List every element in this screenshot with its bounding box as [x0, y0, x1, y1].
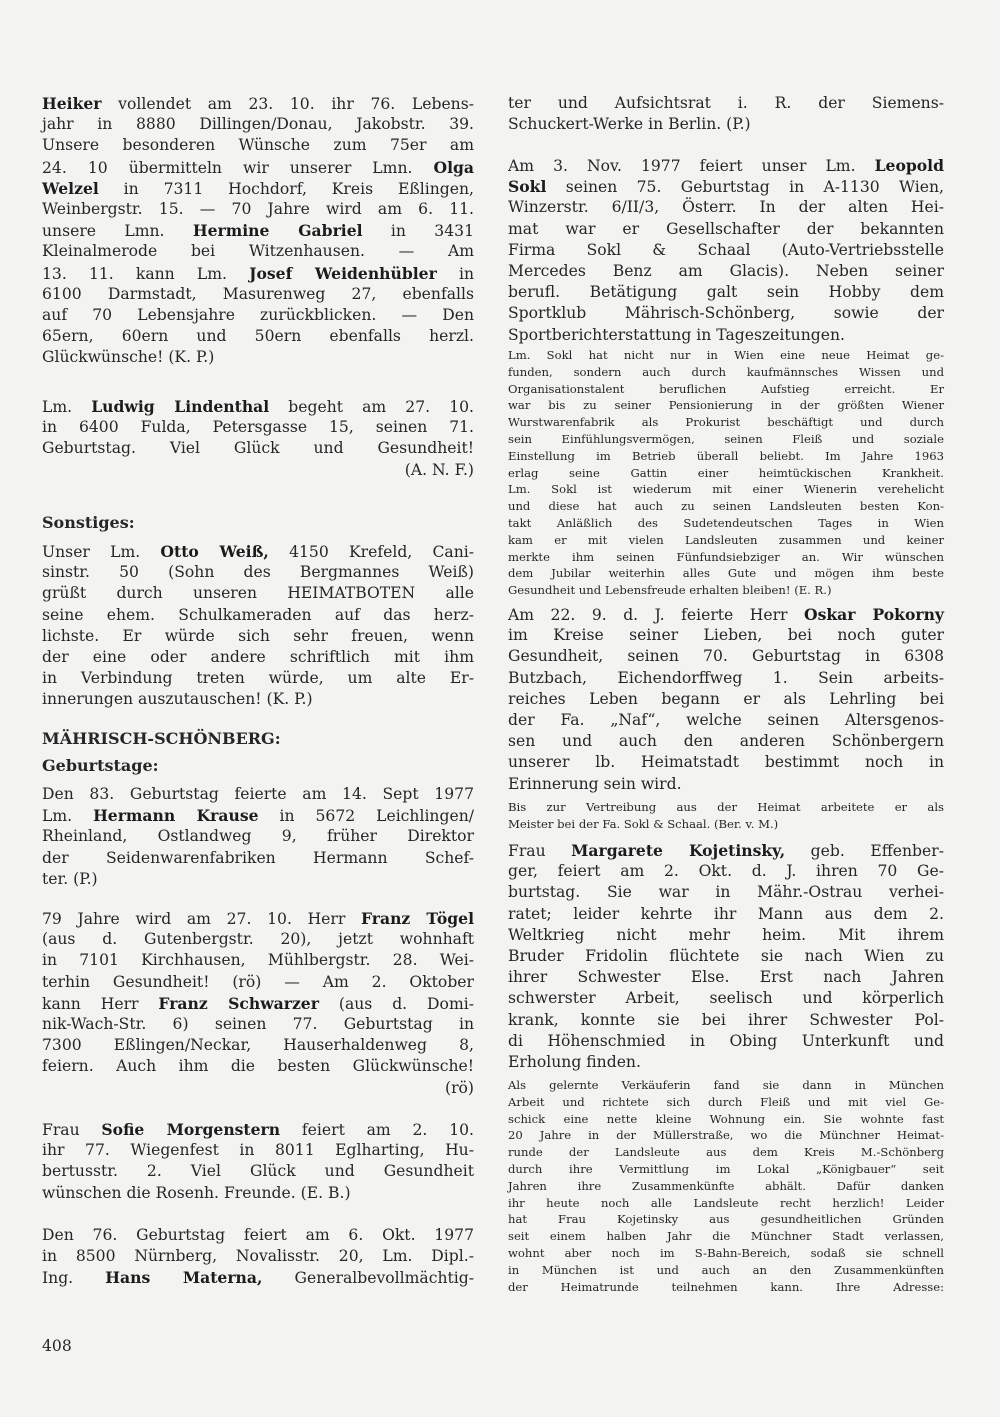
text-line — [42, 1183, 474, 1204]
text-run: Erholung finden. — [508, 1052, 641, 1071]
text-run: Weltkrieg nicht mehr heim. Mit ihrem — [508, 925, 944, 944]
text-line — [42, 135, 474, 156]
paragraph-morgenstern — [42, 1119, 474, 1204]
text-line — [508, 397, 944, 414]
text-line — [508, 282, 944, 303]
text-line — [42, 220, 474, 241]
text-run: kann Herr — [42, 994, 159, 1013]
text-run: hat Frau Kojetinsky aus gesundheitlichen Gründen — [508, 1212, 944, 1227]
name-highlight: Margarete Kojetinsky, — [571, 841, 786, 860]
text-run: kam er mit vielen Landsleuten zusammen und keiner — [508, 532, 944, 547]
text-run: Frau — [42, 1121, 102, 1139]
text-line — [508, 532, 944, 549]
text-run: (aus d. Domi- — [318, 994, 474, 1013]
text-line — [508, 625, 944, 646]
text-run: Gesundheit und Lebensfreude erhalten bleiben! (E. R.) — [508, 583, 832, 598]
text-line — [508, 1010, 944, 1031]
text-run: Ing. — [42, 1269, 106, 1288]
text-run: Sportklub Mährisch-Schönberg, sowie der — [508, 304, 944, 323]
text-run: in 5672 Leichlingen/ — [258, 807, 474, 826]
text-line — [508, 465, 944, 482]
text-line — [508, 448, 944, 465]
text-run: Weinbergstr. 15. — 70 Jahre wird am 6. 11. — [42, 199, 474, 218]
text-line — [42, 417, 474, 438]
name-highlight: Ludwig Lindenthal — [91, 397, 270, 416]
name-highlight: Franz Tögel — [360, 909, 474, 928]
text-run: bertusstr. 2. Viel Glück und Gesundheit — [42, 1162, 474, 1181]
text-line — [42, 1161, 474, 1182]
name-highlight: Hermine Gabriel — [192, 221, 363, 241]
text-run: seit einem halben Jahr die Münchner Stadt verlassen, — [508, 1229, 944, 1244]
text-run: in 3431 — [362, 222, 474, 241]
section-heading-birthdays: Geburtstage: — [42, 756, 159, 775]
text-line — [508, 988, 944, 1009]
text-run: 65ern, 60ern und 50ern ebenfalls herzl. — [42, 327, 474, 346]
text-run: Bruder Fridolin flüchtete sie nach Wien zu — [508, 946, 944, 965]
paragraph-sokl — [508, 155, 944, 346]
text-run: ihrer Schwester Else. Erst nach Jahren — [508, 968, 944, 987]
text-line — [508, 646, 944, 667]
text-run: funden, sondern auch durch kaufmännsches Wissen und — [508, 364, 944, 379]
paragraph-kojetinsky-detail — [508, 1077, 944, 1295]
text-line — [42, 848, 474, 869]
text-line — [508, 93, 944, 114]
text-run: Am 22. 9. d. J. feierte Herr — [508, 606, 805, 624]
text-run: begeht am 27. 10. — [269, 398, 474, 416]
text-run: Gesundheit, seinen 70. Geburtstag in 6308 — [508, 647, 944, 666]
text-run: Den 83. Geburtstag feierte am 14. Sept 1977 — [42, 785, 474, 803]
text-run: sen und auch den anderen Schönbergern — [508, 732, 944, 751]
text-line — [508, 904, 944, 925]
text-line — [508, 1195, 944, 1212]
text-line — [42, 1140, 474, 1161]
text-line — [508, 240, 944, 261]
text-run: burtstag. Sie war in Mähr.-Ostrau verhei- — [508, 883, 944, 902]
text-run: in 7101 Kirchhausen, Mühlbergstr. 28. Wei- — [42, 951, 474, 970]
text-line — [42, 805, 474, 826]
text-run: Jahren ihre Zusammenkünfte abhält. Dafür danken — [508, 1178, 944, 1193]
text-run: erlag seine Gattin einer heimtückischen Krankheit. — [508, 465, 944, 480]
text-run: geb. Effenber- — [785, 842, 944, 860]
text-line — [508, 197, 944, 218]
text-run: Lm. — [42, 807, 94, 826]
text-run: Erinnerung sein wird. — [508, 774, 682, 793]
text-run: Am 3. Nov. 1977 feiert unser Lm. — [508, 157, 875, 175]
text-run: 4150 Krefeld, Cani- — [268, 543, 475, 561]
text-line — [508, 414, 944, 431]
text-line — [508, 431, 944, 448]
text-line — [508, 381, 944, 398]
page-number: 408 — [42, 1337, 72, 1355]
text-line — [508, 967, 944, 988]
name-highlight: Hans Materna, — [105, 1268, 263, 1288]
text-line — [508, 498, 944, 515]
text-line — [42, 1267, 474, 1288]
text-line — [508, 840, 944, 861]
paragraph-toegel — [42, 908, 474, 1099]
name-highlight: Franz Schwarzer — [158, 993, 319, 1013]
text-line — [42, 1035, 474, 1056]
text-run: reiches Leben begann er als Lehrling bei — [508, 689, 944, 708]
text-line — [42, 826, 474, 847]
text-line — [42, 1078, 474, 1099]
text-line — [42, 263, 474, 284]
name-highlight: Sofie Morgenstern — [101, 1120, 281, 1139]
text-run: Schuckert-Werke in Berlin. (P.) — [508, 115, 751, 134]
text-run: innerungen auszutauschen! (K. P.) — [42, 690, 313, 709]
text-line — [42, 460, 474, 481]
text-line — [508, 1262, 944, 1279]
text-run: merkte ihm seinen Fünfundsiebziger an. Wir wünschen — [508, 549, 944, 564]
text-run: krank, konnte sie bei ihrer Schwester Pol- — [508, 1010, 944, 1029]
text-line — [42, 541, 474, 562]
text-run: Mercedes Benz am Glacis). Neben seiner — [508, 261, 944, 280]
text-line — [508, 481, 944, 498]
text-line — [42, 1056, 474, 1077]
text-run: 79 Jahre wird am 27. 10. Herr — [42, 910, 361, 928]
text-run: in 8500 Nürnberg, Novalisstr. 20, Lm. Dipl.- — [42, 1247, 474, 1266]
text-run: 6100 Darmstadt, Masurenweg 27, ebenfalls — [42, 284, 474, 303]
text-run: di Höhenschmied in Obing Unterkunft und — [508, 1031, 944, 1050]
text-run: terhin Gesundheit! (rö) — Am 2. Oktober — [42, 972, 474, 991]
text-line — [508, 155, 944, 176]
text-line — [42, 438, 474, 459]
text-line — [508, 1127, 944, 1144]
text-run: Kleinalmerode bei Witzenhausen. — Am — [42, 242, 474, 261]
text-line — [42, 347, 474, 368]
text-line — [508, 861, 944, 882]
paragraph-krause — [42, 784, 474, 890]
text-line — [42, 929, 474, 950]
text-run: unsere Lmn. — [42, 222, 193, 241]
text-run: 20 Jahre in der Müllerstraße, wo die Münchner Heimat- — [508, 1128, 944, 1143]
text-run: ter und Aufsichtsrat i. R. der Siemens- — [508, 94, 944, 112]
text-run: Glückwünsche! (K. P.) — [42, 348, 215, 367]
text-run: Arbeit und richtete sich durch Fleiß und mit viel Ge- — [508, 1094, 944, 1109]
paragraph-pokorny-detail — [508, 799, 944, 833]
text-run: der eine oder andere schriftlich mit ihm — [42, 647, 474, 666]
text-run: Lm. — [42, 398, 92, 416]
text-line — [508, 1211, 944, 1228]
text-line — [508, 710, 944, 731]
text-run: in — [436, 264, 474, 283]
text-line — [508, 1094, 944, 1111]
text-run: in Verbindung treten würde, um alte Er- — [42, 669, 474, 688]
text-line — [508, 774, 944, 795]
paragraph-pokorny — [508, 604, 944, 795]
text-run: 7300 Eßlingen/Neckar, Hauserhaldenweg 8, — [42, 1036, 474, 1055]
text-run: grüßt durch unseren HEIMATBOTEN alle — [42, 584, 474, 603]
text-run: vollendet am 23. 10. ihr 76. Lebens- — [101, 95, 474, 113]
paragraph-lindenthal — [42, 396, 474, 481]
text-run: seinen 75. Geburtstag in A-1130 Wien, — [546, 178, 944, 197]
text-run: schick eine nette kleine Wohnung ein. Sie wohnte fast — [508, 1111, 944, 1126]
text-run: ger, feiert am 2. Okt. d. J. ihren 70 Ge- — [508, 862, 944, 881]
text-line — [42, 1225, 474, 1246]
text-run: (A. N. F.) — [404, 460, 474, 479]
text-run: (rö) — [444, 1078, 474, 1097]
text-line — [42, 284, 474, 305]
text-run: durch ihre Vermittlung im Lokal „Königbauer“ seit — [508, 1161, 944, 1176]
text-line — [508, 1279, 944, 1296]
text-run: mat war er Gesellschafter der bekannten — [508, 219, 944, 238]
text-run: im Kreise seiner Lieben, bei noch guter — [508, 626, 944, 645]
text-line — [508, 1144, 944, 1161]
text-line — [42, 305, 474, 326]
text-line — [508, 925, 944, 946]
text-line — [42, 562, 474, 583]
text-line — [42, 241, 474, 262]
text-run: Geburtstag. Viel Glück und Gesundheit! — [42, 439, 474, 458]
text-run: in 6400 Fulda, Petersgasse 15, seinen 71. — [42, 418, 474, 437]
text-line — [508, 1031, 944, 1052]
text-run: in München ist und auch an den Zusammenkünften — [508, 1262, 944, 1277]
paragraph-heiker — [42, 93, 474, 368]
text-line — [508, 731, 944, 752]
text-line — [508, 582, 944, 599]
name-highlight: Hermann Krause — [93, 806, 259, 826]
text-run: Frau — [508, 842, 572, 860]
text-line — [508, 325, 944, 346]
text-line — [508, 1052, 944, 1073]
text-line — [508, 816, 944, 833]
text-run: Firma Sokl & Schaal (Auto-Vertriebsstelle — [508, 240, 944, 259]
text-run: Unser Lm. — [42, 543, 161, 561]
text-run: Rheinland, Ostlandweg 9, früher Direktor — [42, 827, 474, 846]
text-run: ihr heute noch alle Landsleute recht herzlich! Leider — [508, 1195, 944, 1210]
text-line — [508, 1161, 944, 1178]
text-line — [508, 364, 944, 381]
text-run: der Seidenwarenfabriken Hermann Schef- — [42, 848, 474, 867]
paragraph-materna-cont — [508, 93, 944, 135]
text-run: sinstr. 50 (Sohn des Bergmannes Weiß) — [42, 563, 474, 582]
text-run: wünschen die Rosenh. Freunde. (E. B.) — [42, 1183, 351, 1202]
text-line — [42, 626, 474, 647]
text-line — [42, 647, 474, 668]
text-run: ratet; leider kehrte ihr Mann aus dem 2. — [508, 904, 944, 923]
text-line — [508, 1178, 944, 1195]
text-line — [508, 219, 944, 240]
text-run: feiert am 2. 10. — [280, 1121, 474, 1139]
section-heading-sonstiges: Sonstiges: — [42, 513, 135, 532]
text-run: (aus d. Gutenbergstr. 20), jetzt wohnhaft — [42, 930, 474, 949]
text-line — [42, 689, 474, 710]
text-run: Generalbevollmächtig- — [262, 1269, 474, 1288]
text-run: Bis zur Vertreibung aus der Heimat arbeitete er als — [508, 800, 944, 814]
text-line — [508, 515, 944, 532]
text-line — [508, 114, 944, 135]
text-line — [508, 303, 944, 324]
text-run: Als gelernte Verkäuferin fand sie dann in München — [508, 1078, 944, 1092]
text-line — [508, 604, 944, 625]
text-line — [508, 689, 944, 710]
text-line — [42, 114, 474, 135]
text-run: seine ehem. Schulkameraden auf das herz- — [42, 605, 474, 624]
text-line — [42, 605, 474, 626]
text-run: Einstellung im Betrieb überall beliebt. Im Jahre 1963 — [508, 448, 944, 463]
paragraph-materna — [42, 1225, 474, 1289]
text-line — [42, 1014, 474, 1035]
text-run: und diese hat auch zu seinen Landsleuten besten Kon- — [508, 499, 944, 514]
text-line — [508, 1111, 944, 1128]
text-line — [508, 752, 944, 773]
text-run: berufl. Betätigung galt sein Hobby dem — [508, 283, 944, 302]
text-line — [42, 972, 474, 993]
name-highlight: Welzel — [42, 178, 99, 198]
text-line — [42, 784, 474, 805]
text-run: Sportberichterstattung in Tageszeitungen. — [508, 325, 845, 344]
text-line — [42, 396, 474, 417]
text-run: war bis zu seiner Pensionierung in der größten Wiener — [508, 398, 944, 413]
text-line — [42, 583, 474, 604]
text-run: dem Jubilar weiterhin alles Gute und mögen ihm beste — [508, 566, 944, 581]
text-run: 13. 11. kann Lm. — [42, 264, 250, 283]
name-highlight: Heiker — [42, 94, 102, 113]
text-run: sein Einfühlungsvermögen, seinen Fleiß und soziale — [508, 431, 944, 446]
text-line — [508, 799, 944, 816]
paragraph-sokl-detail — [508, 347, 944, 599]
paragraph-otto-weiss — [42, 541, 474, 711]
text-line — [42, 908, 474, 929]
text-run: Organisationstalent beruflichen Aufstieg erreicht. Er — [508, 381, 944, 396]
text-line — [508, 882, 944, 903]
text-line — [42, 157, 474, 178]
text-line — [42, 950, 474, 971]
text-run: schwerster Arbeit, seelisch und körperlich — [508, 989, 944, 1008]
text-line — [508, 1077, 944, 1094]
text-run: Lm. Sokl hat nicht nur in Wien eine neue Heimat ge- — [508, 348, 944, 362]
text-run: ihr 77. Wiegenfest in 8011 Eglharting, Hu- — [42, 1141, 474, 1160]
name-highlight: Josef Weidenhübler — [249, 263, 437, 283]
name-highlight: Olga — [433, 157, 474, 177]
name-highlight: Leopold — [874, 156, 944, 175]
text-run: auf 70 Lebensjahre zurückblicken. — Den — [42, 305, 474, 324]
text-line — [508, 946, 944, 967]
text-run: feiern. Auch ihm die besten Glückwünsche! — [42, 1057, 474, 1076]
text-run: Den 76. Geburtstag feiert am 6. Okt. 1977 — [42, 1226, 474, 1244]
text-run: der Fa. „Naf“, welche seinen Altersgenos- — [508, 710, 944, 729]
text-run: Unsere besonderen Wünsche zum 75er am — [42, 136, 474, 155]
text-line — [508, 565, 944, 582]
text-line — [508, 347, 944, 364]
text-line — [42, 326, 474, 347]
text-run: Lm. Sokl ist wiederum mit einer Wienerin verehelicht — [508, 482, 944, 497]
text-line — [508, 261, 944, 282]
text-line — [42, 93, 474, 114]
text-line — [42, 668, 474, 689]
paragraph-kojetinsky — [508, 840, 944, 1073]
text-run: 24. 10 übermitteln wir unserer Lmn. — [42, 158, 434, 177]
text-run: Wurstwarenfabrik als Prokurist beschäftigt und durch — [508, 415, 944, 430]
section-heading-region: MÄHRISCH-SCHÖNBERG: — [42, 729, 281, 748]
text-line — [508, 549, 944, 566]
text-line — [42, 1246, 474, 1267]
text-run: jahr in 8880 Dillingen/Donau, Jakobstr. 39. — [42, 115, 474, 134]
text-run: in 7311 Hochdorf, Kreis Eßlingen, — [98, 179, 474, 198]
text-line — [42, 869, 474, 890]
text-run: unserer lb. Heimatstadt bestimmt noch in — [508, 753, 944, 772]
text-run: runde der Landsleute aus dem Kreis M.-Schönberg — [508, 1145, 944, 1160]
text-run: nik-Wach-Str. 6) seinen 77. Geburtstag in — [42, 1014, 474, 1033]
text-line — [508, 1245, 944, 1262]
text-run: lichste. Er würde sich sehr freuen, wenn — [42, 626, 474, 645]
text-run: Butzbach, Eichendorffweg 1. Sein arbeits- — [508, 668, 944, 687]
text-line — [42, 178, 474, 199]
text-run: wohnt aber noch im S-Bahn-Bereich, sodaß sie schnell — [508, 1245, 944, 1260]
text-line — [42, 1119, 474, 1140]
name-highlight: Oskar Pokorny — [804, 605, 944, 624]
text-run: takt Anläßlich des Sudetendeutschen Tages in Wien — [508, 515, 944, 530]
text-line — [508, 668, 944, 689]
name-highlight: Sokl — [508, 177, 547, 197]
text-line — [508, 1228, 944, 1245]
name-highlight: Otto Weiß, — [160, 542, 269, 561]
text-run: Meister bei der Fa. Sokl & Schaal. (Ber. v. M.) — [508, 816, 779, 831]
text-run: ter. (P.) — [42, 869, 98, 888]
text-line — [508, 176, 944, 197]
text-run: der Heimatrunde teilnehmen kann. Ihre Adresse: — [508, 1279, 944, 1294]
text-line — [42, 199, 474, 220]
text-run: Winzerstr. 6/II/3, Österr. In der alten Hei- — [508, 198, 944, 217]
text-line — [42, 993, 474, 1014]
